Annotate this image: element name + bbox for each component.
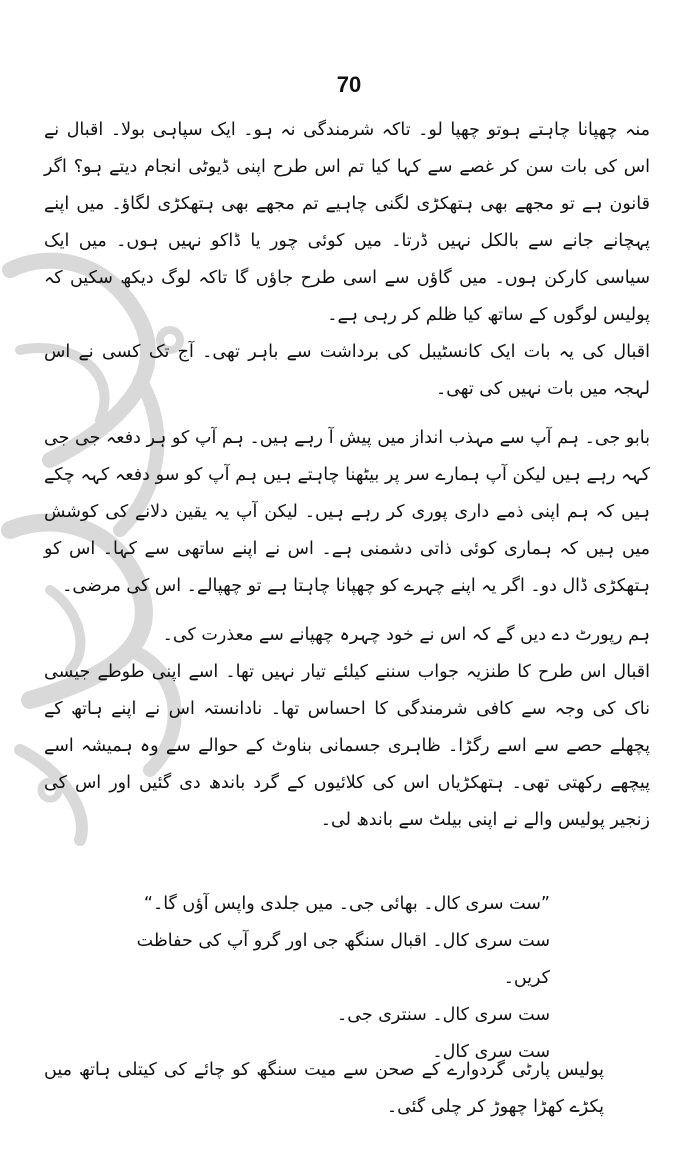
dialogue-line-1: ”ست سری کال۔ بھائی جی۔ میں جلدی واپس آؤں گا۔“	[143, 894, 550, 914]
paragraph-2: اقبال کی یہ بات ایک کانسٹیبل کی برداشت سے باہر تھی۔ آج تک کسی نے اس لہجہ میں بات نہیں کی تھی۔	[44, 342, 650, 399]
closing-paragraph: پولیس پارٹی گردوارے کے صحن سے میت سنگھ کو چائے کی کیتلی ہاتھ میں پکڑے کھڑا چھوڑ کر چلی گئی۔	[44, 1060, 604, 1117]
paragraph-5: اقبال اس طرح کا طنزیہ جواب سننے کیلئے تیار نہیں تھا۔ اسے اپنی طوطے جیسی ناک کی وجہ سے کافی شرمندگی کا احساس تھا۔ نادانستہ اس نے اپنے ہاتھ کے پچھلے حصے سے اسے رگڑا۔ ظاہری جسمانی بناوٹ کے حوالے سے وہ ہمیشہ اسے پیچھے رکھتی تھی۔ ہتھکڑیاں اس کی کلائیوں کے گرد باندھ دی گئیں اور اس کی زنجیر پولیس والے نے اپنی بیلٹ سے باندھ لی۔	[44, 662, 650, 830]
dialogue-line-4: ست سری کال۔	[432, 1042, 550, 1062]
body-text	[44, 112, 650, 839]
dialogue-lines	[130, 886, 550, 1071]
paragraph-4: ہم رپورٹ دے دیں گے کہ اس نے خود چہرہ چھپانے سے معذرت کی۔	[162, 625, 650, 645]
paragraph-3: بابو جی۔ ہم آپ سے مہذب انداز میں پیش آ رہے ہیں۔ ہم آپ کو ہر دفعہ جی جی کہہ رہے ہیں لیکن آپ ہمارے سر پر بیٹھنا چاہتے ہیں ہم آپ کو سو دفعہ کہہ چکے ہیں کہ ہم اپنی ذمے داری پوری کر رہے ہیں۔ لیکن آپ یہ یقین دلانے کی کوشش میں ہیں کہ ہماری کوئی ذاتی دشمنی ہے۔ اس نے اپنے ساتھی سے کہا۔ اس کو ہتھکڑی ڈال دو۔ اگر یہ اپنے چہرے کو چھپانا چاہتا ہے تو چھپالے۔ اس کی مرضی۔	[44, 428, 650, 596]
dialogue-line-2: ست سری کال۔ اقبال سنگھ جی اور گرو آپ کی حفاظت کریں۔	[136, 931, 550, 988]
paragraph-1: منہ چھپانا چاہتے ہوتو چھپا لو۔ تاکہ شرمندگی نہ ہو۔ ایک سپاہی بولا۔ اقبال نے اس کی بات سن کر غصے سے کہا کیا تم اس طرح اپنی ڈیوٹی انجام دیتے ہو؟ اگر قانون ہے تو مجھے بھی ہتھکڑی لگنی چاہیے تم مجھے بھی ہتھکڑی لگاؤ۔ میں اپنے پہچانے جانے سے بالکل نہیں ڈرتا۔ میں کوئی چور یا ڈاکو نہیں ہوں۔ میں ایک سیاسی کارکن ہوں۔ میں گاؤں سے اسی طرح جاؤں گا تاکہ لوگ دیکھ سکیں کہ پولیس لوگوں کے ساتھ کیا ظلم کر رہی ہے۔	[44, 120, 650, 325]
page-number: 70	[336, 72, 362, 97]
dialogue-line-3: ست سری کال۔ سنتری جی۔	[337, 1005, 550, 1025]
